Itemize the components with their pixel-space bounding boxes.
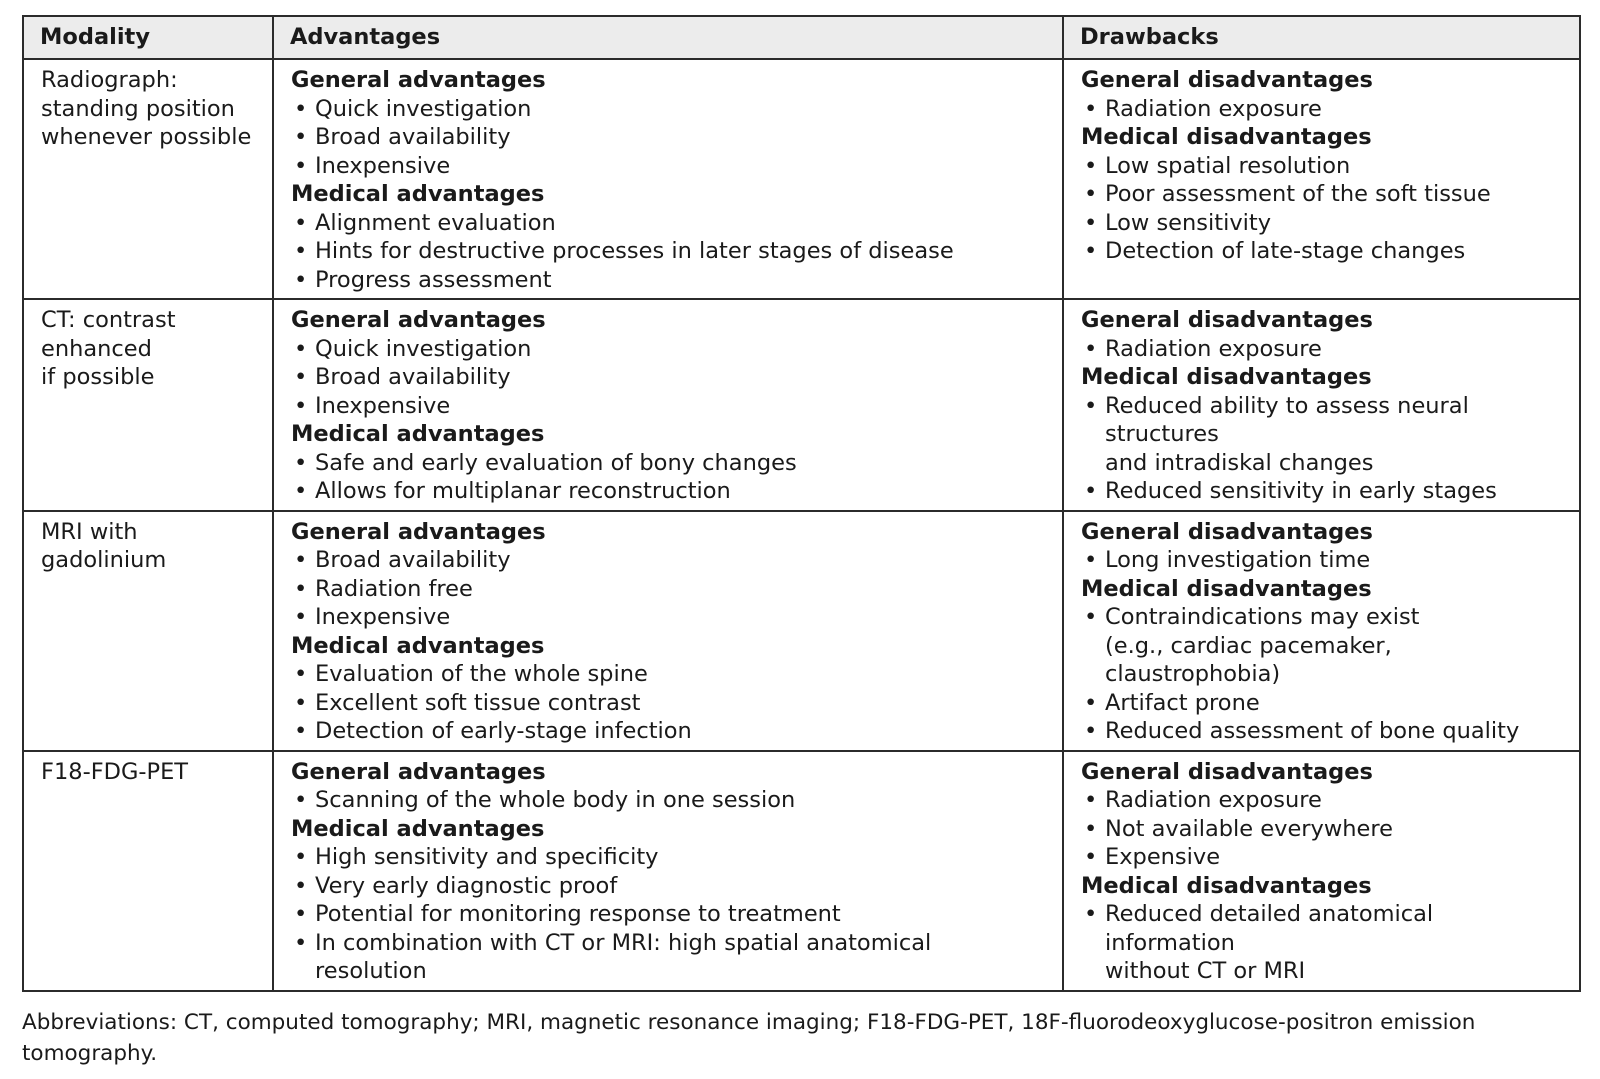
table-row (23, 511, 1580, 751)
list-item: • Progress assessment (291, 266, 1046, 295)
drawbacks-cell (1063, 511, 1580, 751)
list-item: • Not available everywhere (1081, 815, 1563, 844)
list-item: • Hints for destructive processes in later stages of disease (291, 237, 1046, 266)
list-item: • Safe and early evaluation of bony changes (291, 449, 1046, 478)
bullet-list (1081, 546, 1563, 575)
list-item: • Broad availability (291, 123, 1046, 152)
list-item: • Alignment evaluation (291, 209, 1046, 238)
section-heading: General advantages (291, 67, 546, 93)
table-row (23, 751, 1580, 991)
section-heading: Medical disadvantages (1081, 124, 1372, 150)
modality-cell: CT: contrast enhanced if possible (23, 299, 273, 511)
list-item: • Reduced ability to assess neural structures and intradiskal changes (1081, 392, 1563, 478)
modality-cell: F18-FDG-PET (23, 751, 273, 991)
bullet-list (1081, 335, 1563, 364)
bullet-list (1081, 786, 1563, 872)
bullet-list (1081, 392, 1563, 506)
list-item: • Inexpensive (291, 392, 1046, 421)
column-header-modality: Modality (23, 16, 273, 59)
bullet-list (291, 843, 1046, 986)
section-heading: Medical disadvantages (1081, 575, 1372, 602)
advantages-cell (273, 751, 1063, 991)
drawbacks-cell (1063, 299, 1580, 511)
section-heading: General disadvantages (1081, 307, 1373, 333)
bullet-list (291, 335, 1046, 421)
section-heading: General advantages (291, 307, 546, 333)
advantages-cell (273, 59, 1063, 299)
list-item: • Radiation exposure (1081, 335, 1563, 364)
list-item: • Low sensitivity (1081, 209, 1563, 238)
table-body (23, 59, 1580, 991)
list-item: • High sensitivity and specificity (291, 843, 1046, 872)
section-heading: General disadvantages (1081, 758, 1373, 785)
list-item: • Artifact prone (1081, 689, 1563, 718)
list-item: • Evaluation of the whole spine (291, 660, 1046, 689)
list-item: • Radiation exposure (1081, 95, 1563, 124)
list-item: • Radiation free (291, 575, 1046, 604)
section-heading: General advantages (291, 518, 546, 545)
list-item: • Radiation exposure (1081, 786, 1563, 815)
list-item: • Reduced detailed anatomical information without CT or MRI (1081, 900, 1563, 986)
list-item: • Very early diagnostic proof (291, 872, 1046, 901)
abbreviations-footnote: Abbreviations: CT, computed tomography; MRI, magnetic resonance imaging; F18-FDG-PET, 18F-fluorodeoxyglucose-positron emission tomography. (22, 1010, 1476, 1066)
list-item: • Quick investigation (291, 335, 1046, 364)
list-item: • Broad availability (291, 546, 1046, 575)
advantages-cell (273, 511, 1063, 751)
list-item: • Poor assessment of the soft tissue (1081, 180, 1563, 209)
drawbacks-cell (1063, 59, 1580, 299)
section-heading: Medical advantages (291, 632, 545, 659)
list-item: • In combination with CT or MRI: high spatial anatomical resolution (291, 929, 1046, 986)
modality-comparison-table (22, 15, 1581, 992)
section-heading: General disadvantages (1081, 518, 1373, 545)
bullet-list (1081, 603, 1563, 746)
list-item: • Scanning of the whole body in one session (291, 786, 1046, 815)
list-item: • Detection of early-stage infection (291, 717, 1046, 746)
advantages-cell (273, 299, 1063, 511)
section-heading: Medical advantages (291, 815, 545, 842)
bullet-list (291, 209, 1046, 295)
section-heading: General advantages (291, 758, 546, 785)
list-item: • Quick investigation (291, 95, 1046, 124)
table-row (23, 299, 1580, 511)
section-heading: Medical disadvantages (1081, 872, 1372, 899)
list-item: • Inexpensive (291, 603, 1046, 632)
section-heading: Medical advantages (291, 181, 545, 207)
list-item: • Expensive (1081, 843, 1563, 872)
column-header-advantages: Advantages (273, 16, 1063, 59)
bullet-list (291, 660, 1046, 746)
list-item: • Broad availability (291, 363, 1046, 392)
column-header-drawbacks: Drawbacks (1063, 16, 1580, 59)
list-item: • Contraindications may exist (e.g., cardiac pacemaker, claustrophobia) (1081, 603, 1563, 689)
drawbacks-cell (1063, 751, 1580, 991)
bullet-list (291, 546, 1046, 632)
bullet-list (1081, 95, 1563, 124)
bullet-list (1081, 900, 1563, 986)
list-item: • Excellent soft tissue contrast (291, 689, 1046, 718)
list-item: • Reduced assessment of bone quality (1081, 717, 1563, 746)
table-row (23, 59, 1580, 299)
bullet-list (1081, 152, 1563, 266)
table-header-row (23, 16, 1580, 59)
modality-cell: MRI with gadolinium (23, 511, 273, 751)
bullet-list (291, 449, 1046, 506)
bullet-list (291, 786, 1046, 815)
list-item: • Long investigation time (1081, 546, 1563, 575)
list-item: • Reduced sensitivity in early stages (1081, 477, 1563, 506)
section-heading: General disadvantages (1081, 67, 1373, 93)
list-item: • Detection of late-stage changes (1081, 237, 1563, 266)
list-item: • Allows for multiplanar reconstruction (291, 477, 1046, 506)
modality-cell: Radiograph: standing position whenever possible (23, 59, 273, 299)
list-item: • Inexpensive (291, 152, 1046, 181)
section-heading: Medical advantages (291, 421, 545, 447)
list-item: • Low spatial resolution (1081, 152, 1563, 181)
section-heading: Medical disadvantages (1081, 364, 1372, 390)
bullet-list (291, 95, 1046, 181)
list-item: • Potential for monitoring response to treatment (291, 900, 1046, 929)
